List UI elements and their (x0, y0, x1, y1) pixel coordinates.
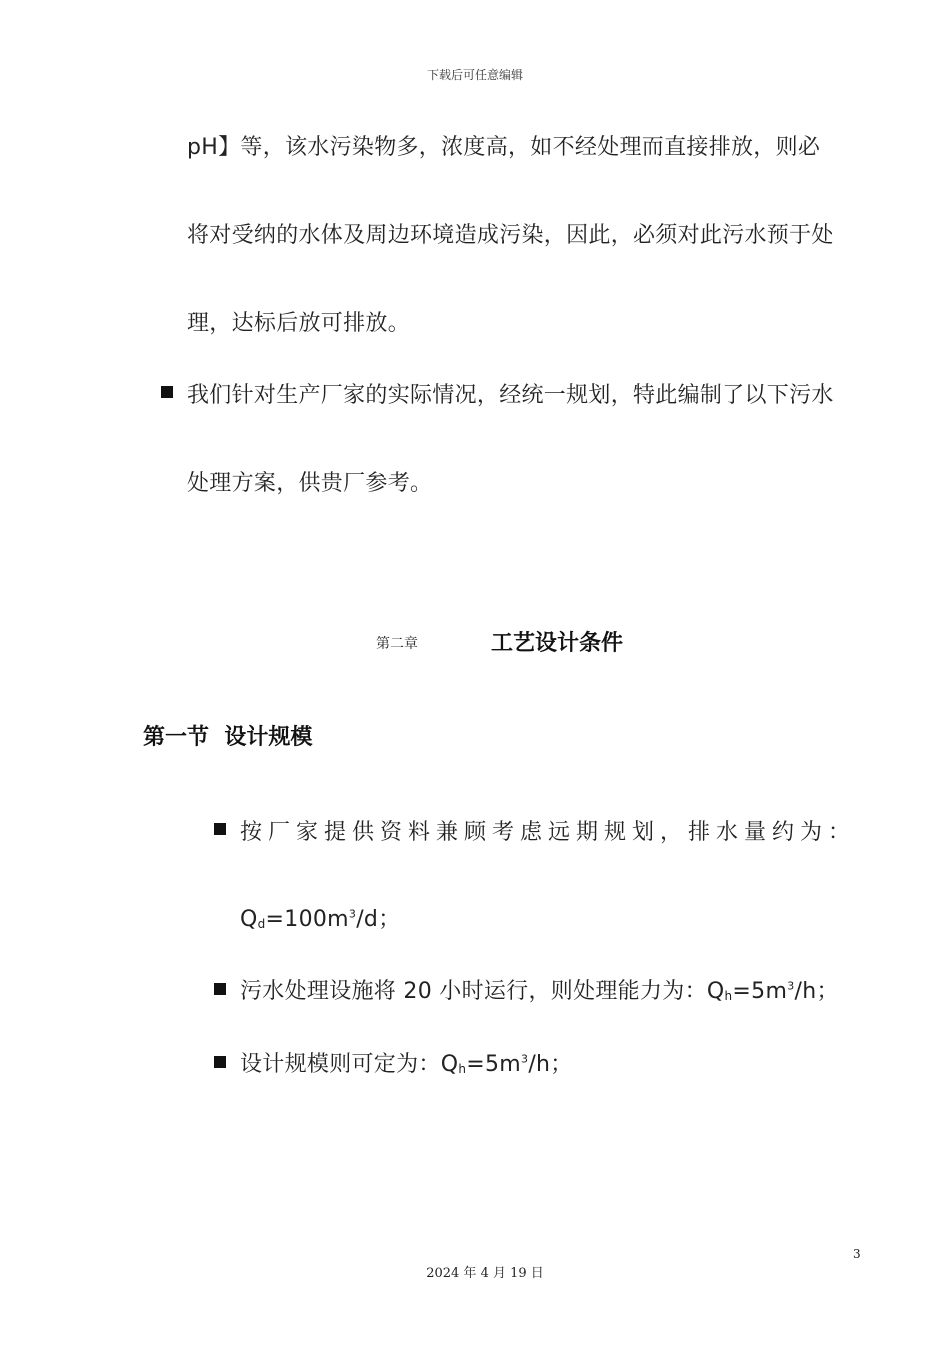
intro-line-1: pH】等，该水污染物多，浓度高，如不经处理而直接排放，则必 (187, 135, 821, 160)
page-header: 下载后可任意编辑 (426, 68, 523, 82)
footer-date: 2024 年 4 月 19 日 (426, 1266, 544, 1281)
page-number: 3 (853, 1247, 861, 1261)
bullet-para-line-1: 我们针对生产厂家的实际情况，经统一规划，特此编制了以下污水 (187, 383, 834, 408)
section-title: 第一节 设计规模 (143, 725, 313, 750)
item-3-text: 设计规模则可定为：$Q_h=5m^3/h$； (240, 1052, 573, 1077)
bullet-para-line-2: 处理方案，供贵厂参考。 (187, 471, 433, 496)
intro-line-2: 将对受纳的水体及周边环境造成污染，因此，必须对此污水预于处 (187, 223, 834, 248)
bullet-square-icon (214, 823, 226, 835)
bullet-square-icon (214, 983, 226, 995)
chapter-title: 工艺设计条件 (491, 631, 624, 656)
item-1-line-1: 按厂家提供资料兼顾考虑远期规划，排水量约为： (240, 820, 857, 845)
item-1-formula: $Q_d=100m^3/d$； (240, 907, 401, 932)
intro-line-3: 理，达标后放可排放。 (187, 311, 411, 336)
bullet-square-icon (161, 386, 173, 398)
bullet-square-icon (214, 1056, 226, 1068)
chapter-number: 第二章 (376, 636, 418, 652)
item-2-text: 污水处理设施将 20 小时运行，则处理能力为：$Q_h=5m^3/h$； (240, 979, 839, 1004)
